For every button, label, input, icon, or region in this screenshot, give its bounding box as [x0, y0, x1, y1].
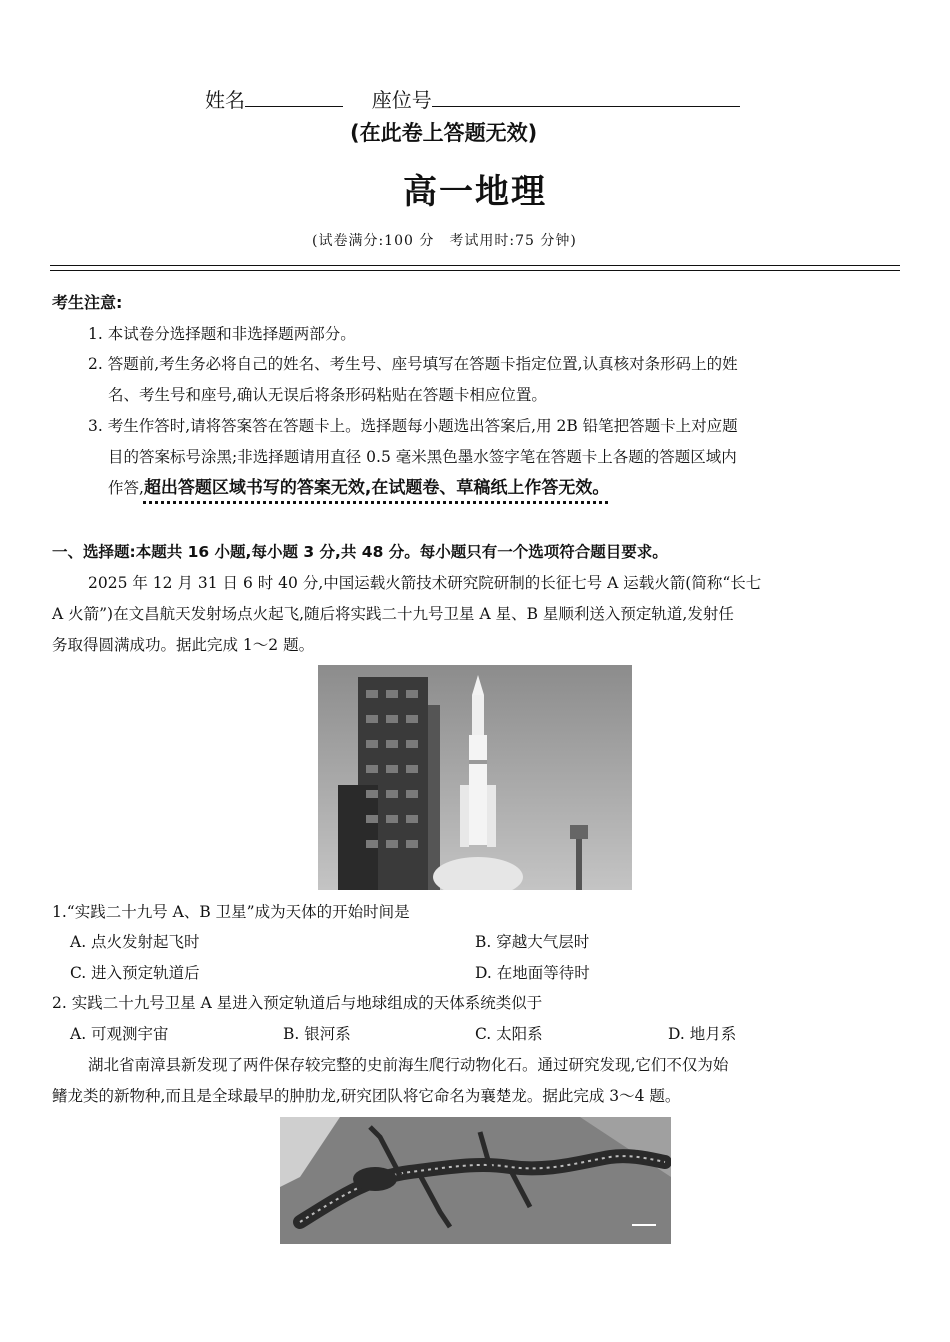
name-blank[interactable] [245, 88, 343, 107]
passage2-line1: 湖北省南漳县新发现了两件保存较完整的史前海生爬行动物化石。通过研究发现,它们不仅为始 [88, 1056, 729, 1074]
exam-info: (试卷满分:100 分 考试用时:75 分钟) [312, 233, 577, 249]
seat-blank[interactable] [432, 88, 740, 107]
q2-stem: 2. 实践二十九号卫星 A 星进入预定轨道后与地球组成的天体系统类似于 [52, 994, 543, 1012]
notice-item-3a: 3. 考生作答时,请将答案答在答题卡上。选择题每小题选出答案后,用 2B 铅笔把答题卡上对应题 [88, 417, 738, 435]
q2-option-d[interactable]: D. 地月系 [668, 1025, 737, 1043]
q1-option-a[interactable]: A. 点火发射起飞时 [70, 933, 200, 951]
invalid-note: (在此卷上答题无效) [350, 121, 538, 145]
notice-item-3c [108, 476, 609, 500]
q1-option-b[interactable]: B. 穿越大气层时 [475, 933, 590, 951]
passage1-line3: 务取得圆满成功。据此完成 1～2 题。 [52, 636, 315, 654]
fossil-photo [280, 1117, 671, 1244]
q2-option-c[interactable]: C. 太阳系 [475, 1025, 543, 1043]
notice-emphasis: 超出答题区域书写的答案无效,在试题卷、草稿纸上作答无效。 [143, 478, 610, 498]
notice-heading: 考生注意: [52, 293, 123, 312]
notice-item-2a: 2. 答题前,考生务必将自己的姓名、考生号、座号填写在答题卡指定位置,认真核对条形码上的姓 [88, 355, 738, 373]
passage1-line2: A 火箭”)在文昌航天发射场点火起飞,随后将实践二十九号卫星 A 星、B 星顺利送入预定轨道,发射任 [52, 605, 734, 623]
name-label: 姓名 [205, 88, 245, 112]
q1-option-c[interactable]: C. 进入预定轨道后 [70, 964, 200, 982]
q1-option-d[interactable]: D. 在地面等待时 [475, 964, 590, 982]
rocket-launch-photo [318, 665, 632, 890]
section-heading: 一、选择题:本题共 16 小题,每小题 3 分,共 48 分。每小题只有一个选项符合题目要求。 [52, 543, 668, 561]
passage1-line1: 2025 年 12 月 31 日 6 时 40 分,中国运载火箭技术研究院研制的长征七号 A 运载火箭(简称“长七 [88, 574, 762, 592]
notice-item-1: 1. 本试卷分选择题和非选择题两部分。 [88, 325, 356, 343]
name-seat-line [205, 84, 740, 113]
seat-label: 座位号 [371, 88, 432, 112]
notice-item-3c-prefix: 作答, [108, 479, 144, 497]
divider-top [50, 265, 900, 266]
notice-item-2b: 名、考生号和座号,确认无误后将条形码粘贴在答题卡相应位置。 [108, 386, 547, 404]
notice-item-3b: 目的答案标号涂黑;非选择题请用直径 0.5 毫米黑色墨水签字笔在答题卡上各题的答题区域内 [108, 448, 737, 466]
divider-bottom [50, 270, 900, 271]
q2-option-a[interactable]: A. 可观测宇宙 [70, 1025, 169, 1043]
q2-option-b[interactable]: B. 银河系 [283, 1025, 351, 1043]
page-title: 高一地理 [403, 172, 547, 212]
passage2-line2: 鳍龙类的新物种,而且是全球最早的肿肋龙,研究团队将它命名为襄楚龙。据此完成 3～4 题。 [52, 1087, 681, 1105]
q1-stem: 1.“实践二十九号 A、B 卫星”成为天体的开始时间是 [52, 903, 410, 921]
